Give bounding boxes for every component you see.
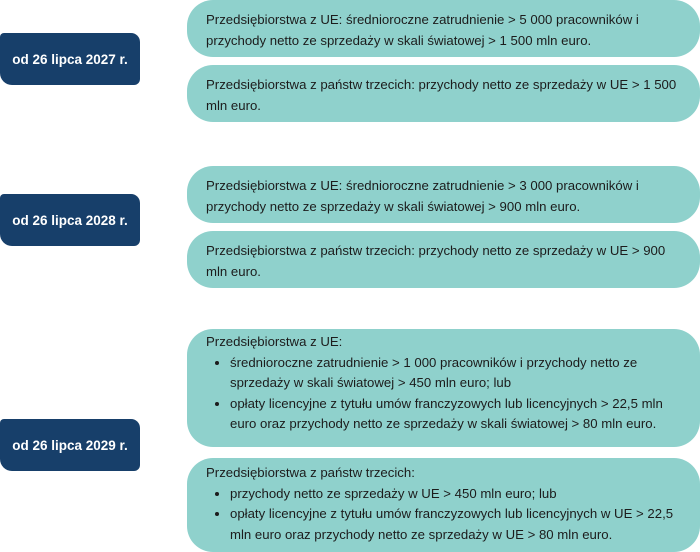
- third-country-criteria-2027: [187, 65, 700, 122]
- list-item: • średnioroczne zatrudnienie > 1 000 pracowników i przychody netto ze sprzedaży w skali światowej > 450 mln euro; lub: [230, 353, 682, 394]
- third-country-criteria-2029-heading: Przedsiębiorstwa z państw trzecich:: [206, 465, 415, 480]
- eu-criteria-2029-list: [206, 353, 682, 435]
- date-label-2029: od 26 lipca 2029 r.: [0, 419, 140, 471]
- third-country-criteria-2029-list: [206, 484, 682, 546]
- third-country-criteria-2029: [187, 458, 700, 552]
- eu-criteria-2028-text: Przedsiębiorstwa z UE: średnioroczne zatrudnienie > 3 000 pracowników i przychody netto ze sprzedaży w skali światowej > 900 mln euro.: [206, 178, 639, 214]
- third-country-criteria-2028-text: Przedsiębiorstwa z państw trzecich: przychody netto ze sprzedaży w UE > 900 mln euro.: [206, 243, 666, 279]
- list-item: • opłaty licencyjne z tytułu umów franczyzowych lub licencyjnych w UE > 22,5 mln euro oraz przychody netto ze sprzedaży w UE > 80 mln euro.: [230, 504, 682, 545]
- third-country-criteria-2028: [187, 231, 700, 288]
- eu-criteria-2028: [187, 166, 700, 223]
- date-label-2028: od 26 lipca 2028 r.: [0, 194, 140, 246]
- list-item: • przychody netto ze sprzedaży w UE > 450 mln euro; lub: [230, 484, 682, 505]
- eu-criteria-2027: [187, 0, 700, 57]
- eu-criteria-2029-heading: Przedsiębiorstwa z UE:: [206, 334, 343, 349]
- eu-criteria-2027-text: Przedsiębiorstwa z UE: średnioroczne zatrudnienie > 5 000 pracowników i przychody netto ze sprzedaży w skali światowej > 1 500 mln euro.: [206, 12, 639, 48]
- date-label-2027: od 26 lipca 2027 r.: [0, 33, 140, 85]
- third-country-criteria-2027-text: Przedsiębiorstwa z państw trzecich: przychody netto ze sprzedaży w UE > 1 500 mln euro.: [206, 77, 677, 113]
- eu-criteria-2029: [187, 329, 700, 447]
- list-item: • opłaty licencyjne z tytułu umów franczyzowych lub licencyjnych > 22,5 mln euro oraz przychody netto ze sprzedaży w skali światowej > 80 mln euro.: [230, 394, 682, 435]
